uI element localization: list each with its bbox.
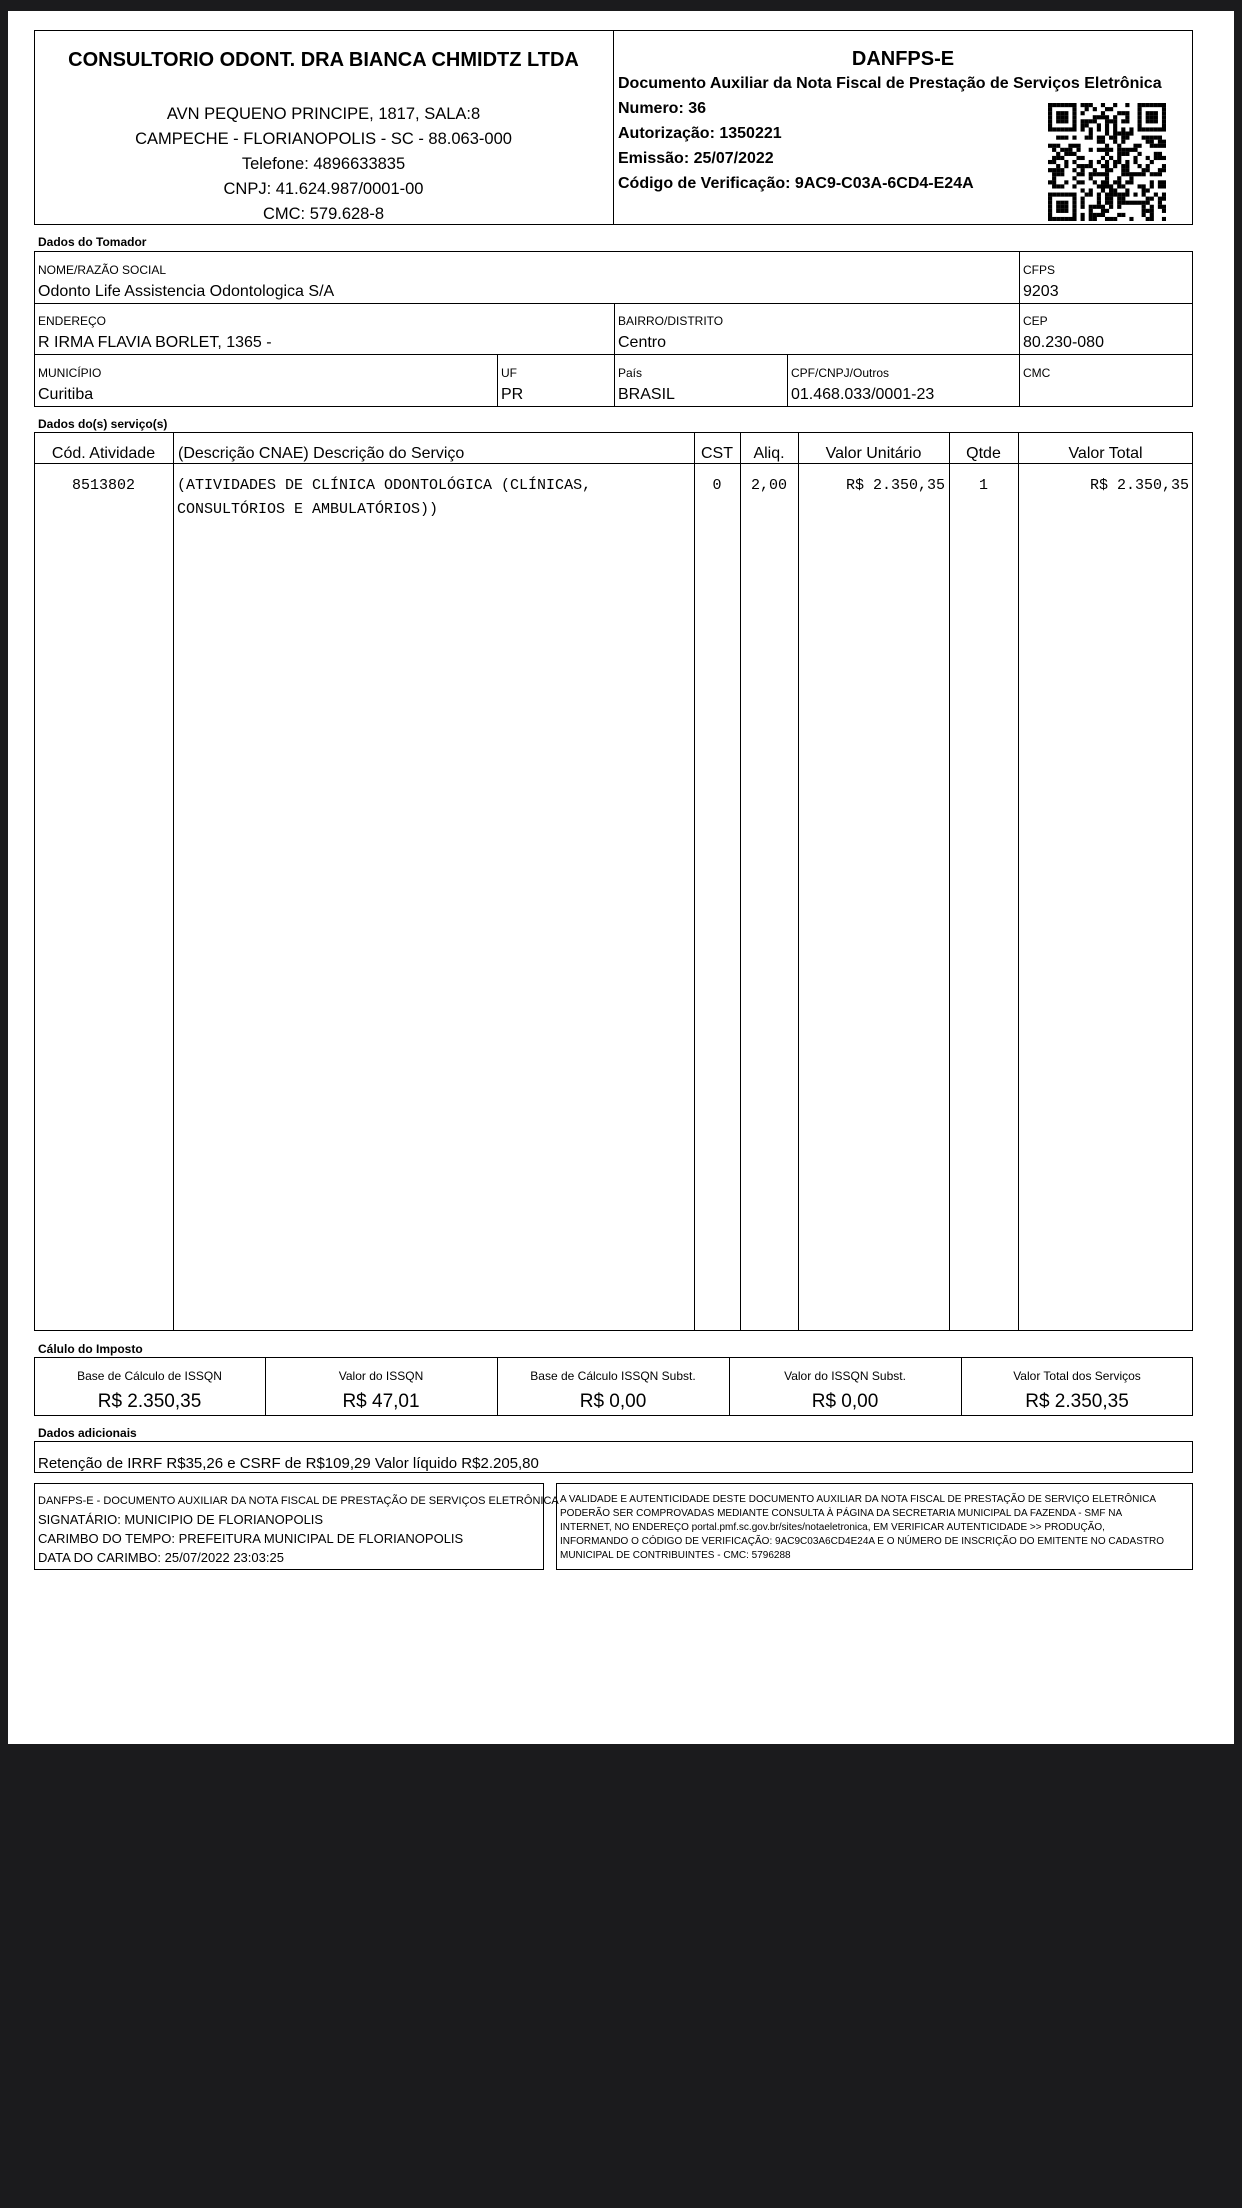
rodape-left-line2: SIGNATÁRIO: MUNICIPIO DE FLORIANOPOLIS: [38, 1512, 324, 1527]
rodape-left-line4: DATA DO CARIMBO: 25/07/2022 23:03:25: [38, 1550, 284, 1565]
tomador-section-title: Dados do Tomador: [38, 235, 147, 249]
valor-subst-label: Valor do ISSQN Subst.: [784, 1369, 906, 1383]
header-aliq: Aliq.: [753, 445, 785, 462]
valor-issqn-label: Valor do ISSQN: [338, 1369, 424, 1383]
row-cst: 0: [712, 477, 722, 494]
nome-value: Odonto Life Assistencia Odontologica S/A: [38, 283, 335, 300]
danfps-subtitle: Documento Auxiliar da Nota Fiscal de Prestação de Serviços Eletrônica: [618, 75, 1162, 92]
cfps-value: 9203: [1023, 283, 1059, 300]
header-valor-total: Valor Total: [1068, 445, 1143, 462]
bairro-value: Centro: [618, 334, 667, 351]
valor-issqn-value: R$ 47,01: [342, 1391, 420, 1412]
issuer-address: AVN PEQUENO PRINCIPE, 1817, SALA:8: [166, 105, 481, 123]
rodape-right-line5: MUNICIPAL DE CONTRIBUINTES - CMC: 5796288: [560, 1550, 791, 1561]
endereco-value: R IRMA FLAVIA BORLET, 1365 -: [38, 334, 272, 351]
row-descricao-line2: CONSULTÓRIOS E AMBULATÓRIOS)): [177, 501, 439, 518]
cmc-label: CMC: [1023, 366, 1051, 380]
servicos-section-title: Dados do(s) serviço(s): [38, 417, 168, 431]
issuer-cmc: CMC: 579.628-8: [262, 205, 385, 223]
base-issqn-label: Base de Cálculo de ISSQN: [77, 1369, 222, 1383]
qr-code-icon[interactable]: [1048, 103, 1166, 221]
valor-total-servicos-label: Valor Total dos Serviços: [1013, 1369, 1141, 1383]
row-valor-total: R$ 2.350,35: [1089, 477, 1189, 494]
cpf-label: CPF/CNPJ/Outros: [791, 366, 890, 380]
header-codigo: Cód. Atividade: [51, 445, 156, 462]
adicionais-section-title: Dados adicionais: [38, 1426, 137, 1440]
header-qtde: Qtde: [966, 445, 1001, 462]
valor-subst-value: R$ 0,00: [811, 1391, 879, 1412]
issuer-city: CAMPECHE - FLORIANOPOLIS - SC - 88.063-000: [135, 130, 512, 148]
bairro-label: BAIRRO/DISTRITO: [618, 314, 724, 328]
valor-total-servicos-value: R$ 2.350,35: [1025, 1391, 1129, 1412]
cep-value: 80.230-080: [1023, 334, 1104, 351]
row-descricao-line1: (ATIVIDADES DE CLÍNICA ODONTOLÓGICA (CLÍNICAS,: [177, 477, 592, 494]
endereco-label: ENDEREÇO: [38, 314, 107, 328]
issuer-phone: Telefone: 4896633835: [241, 155, 406, 173]
imposto-section-title: Cálulo do Imposto: [38, 1342, 143, 1356]
servicos-table: [34, 432, 1193, 1331]
base-issqn-value: R$ 2.350,35: [97, 1391, 202, 1412]
danfps-numero: Numero: 36: [618, 100, 707, 117]
rodape-left-line3: CARIMBO DO TEMPO: PREFEITURA MUNICIPAL DE FLORIANOPOLIS: [38, 1531, 464, 1546]
uf-value: PR: [501, 386, 524, 403]
pais-label: País: [618, 366, 643, 380]
adicionais-text: Retenção de IRRF R$35,26 e CSRF de R$109,29 Valor líquido R$2.205,80: [38, 1455, 539, 1472]
nome-label: NOME/RAZÃO SOCIAL: [38, 263, 167, 277]
rodape-right-line3: INTERNET, NO ENDEREÇO portal.pmf.sc.gov.br/sites/notaeletronica, EM VERIFICAR AUTENTICIDADE >> PRODUÇÃO,: [560, 1522, 1105, 1533]
issuer-cnpj: CNPJ: 41.624.987/0001-00: [223, 180, 424, 198]
danfps-title: DANFPS-E: [851, 48, 955, 70]
municipio-label: MUNICÍPIO: [38, 366, 102, 380]
cep-label: CEP: [1023, 314, 1048, 328]
cpf-value: 01.468.033/0001-23: [791, 386, 935, 403]
row-aliq: 2,00: [750, 477, 787, 494]
issuer-name: CONSULTORIO ODONT. DRA BIANCA CHMIDTZ LTDA: [68, 49, 579, 71]
rodape-left-line1: DANFPS-E - DOCUMENTO AUXILIAR DA NOTA FISCAL DE PRESTAÇÃO DE SERVIÇOS ELETRÔNICA: [38, 1495, 559, 1507]
header-valor-unitario: Valor Unitário: [825, 445, 922, 462]
base-subst-value: R$ 0,00: [579, 1391, 647, 1412]
uf-label: UF: [501, 366, 517, 380]
pais-value: BRASIL: [618, 386, 675, 403]
row-valor-unitario: R$ 2.350,35: [845, 477, 945, 494]
rodape-right-line2: PODERÃO SER COMPROVADAS MEDIANTE CONSULTA À PÁGINA DA SECRETARIA MUNICIPAL DA FAZENDA - SMF NA: [560, 1508, 1123, 1519]
header-descricao: (Descrição CNAE) Descrição do Serviço: [178, 445, 465, 462]
document-page: [8, 11, 1234, 1744]
row-qtde: 1: [978, 477, 988, 494]
row-codigo: 8513802: [71, 477, 135, 494]
rodape-right-line1: A VALIDADE E AUTENTICIDADE DESTE DOCUMENTO AUXILIAR DA NOTA FISCAL DE PRESTAÇÃO DE SERVIÇO ELETRÔNICA: [560, 1494, 1157, 1505]
header-cst: CST: [701, 445, 733, 462]
danfps-codigo: Código de Verificação: 9AC9-C03A-6CD4-E24A: [618, 175, 974, 192]
municipio-value: Curitiba: [38, 386, 94, 403]
base-subst-label: Base de Cálculo ISSQN Subst.: [530, 1369, 696, 1383]
rodape-right-line4: INFORMANDO O CÓDIGO DE VERIFICAÇÃO: 9AC9C03A6CD4E24A E O NÚMERO DE INSCRIÇÃO DO EMITENTE NO CADASTRO: [560, 1536, 1164, 1547]
cfps-label: CFPS: [1023, 263, 1056, 277]
danfps-autorizacao: Autorização: 1350221: [618, 125, 782, 142]
danfps-emissao: Emissão: 25/07/2022: [618, 150, 774, 167]
